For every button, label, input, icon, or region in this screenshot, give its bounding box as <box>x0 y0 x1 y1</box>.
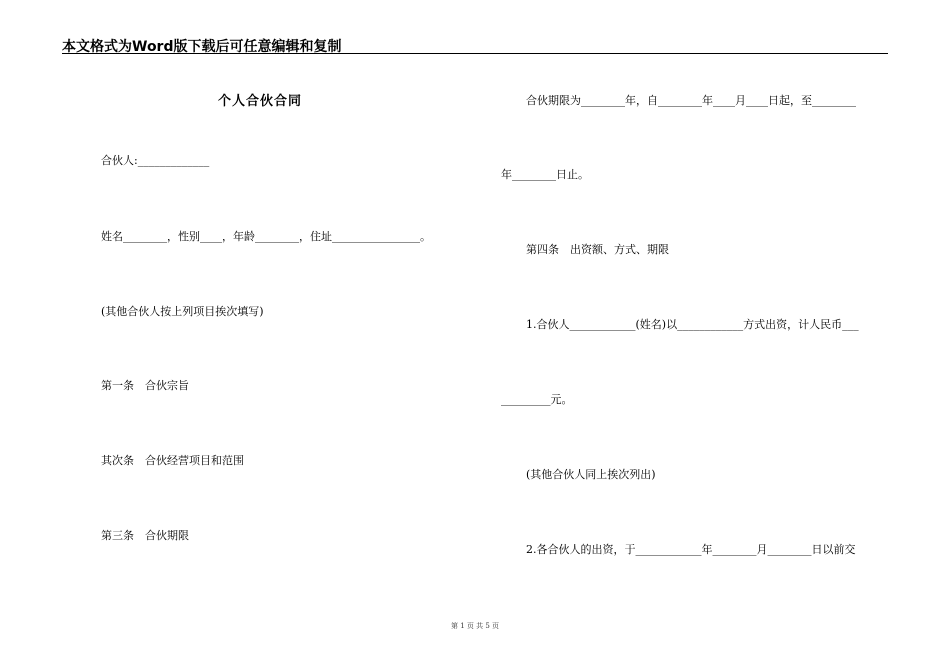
document-title: 个人合伙合同 <box>218 94 303 109</box>
contribution-line-2: _________元。 <box>501 393 573 406</box>
article-1-heading: 第一条 合伙宗旨 <box>101 379 189 392</box>
partner-label: 合伙人:_____________ <box>101 154 210 167</box>
contribution-line-1: 1.合伙人____________(姓名)以____________方式出资，计人民币___ <box>526 318 859 331</box>
article-4-heading: 第四条 出资额、方式、期限 <box>526 243 669 256</box>
other-partners-note: (其他合伙人按上列项目挨次填写) <box>101 305 264 318</box>
download-note: 本文格式为Word版下载后可任意编辑和复制 <box>62 39 342 55</box>
article-2-heading: 其次条 合伙经营项目和范围 <box>101 454 244 467</box>
header-divider <box>62 53 888 54</box>
others-listed-note: (其他合伙人同上挨次列出) <box>526 468 656 481</box>
term-line-2: 年________日止。 <box>501 168 589 181</box>
page-number: 第 1 页 共 5 页 <box>450 622 500 630</box>
partner-info-line: 姓名________，性别____，年龄________，住址________________。 <box>101 230 431 243</box>
term-line-1: 合伙期限为________年，自________年____月____日起，至________ <box>526 94 856 107</box>
contribution-2-line-1: 2.各合伙人的出资，于____________年________月________日以前交 <box>526 543 856 556</box>
article-3-heading: 第三条 合伙期限 <box>101 529 189 542</box>
